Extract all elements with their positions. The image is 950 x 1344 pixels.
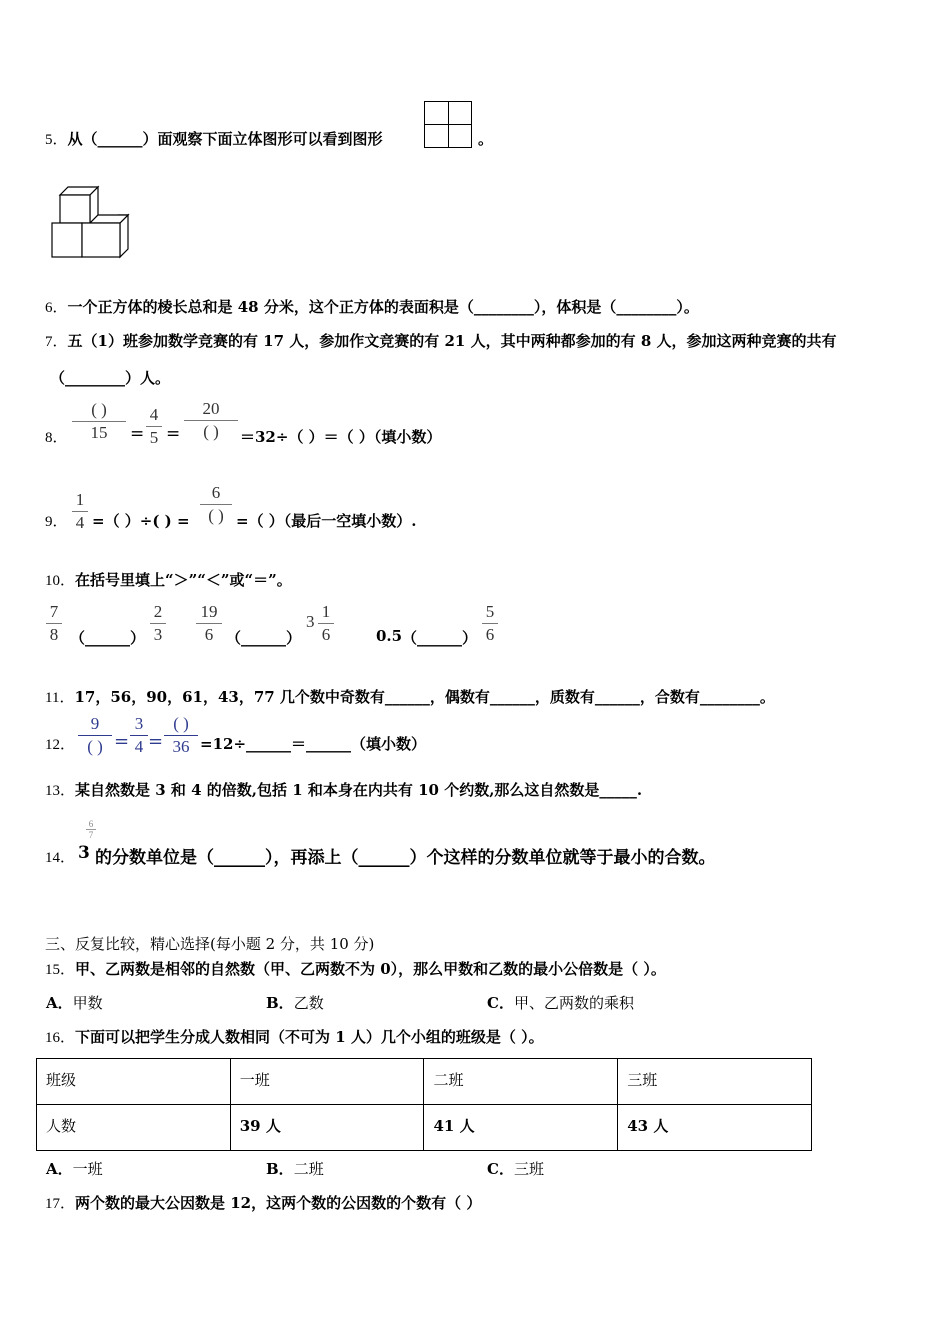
answer-blank[interactable]: （______） bbox=[226, 629, 302, 647]
question-text-line2: （________）人。 bbox=[50, 369, 171, 387]
option-a[interactable]: A．一班 bbox=[46, 1160, 103, 1178]
equals-sign: = bbox=[166, 424, 181, 444]
question-9-number: 9． bbox=[45, 514, 68, 530]
question-13 bbox=[45, 779, 642, 800]
question-number: 6． bbox=[45, 300, 68, 316]
question-text: 五（1）班参加数学竞赛的有 17 人，参加作文竞赛的有 21 人，其中两种都参加的有 8 人，参加这两种竞赛的共有 bbox=[67, 332, 837, 350]
question-7 bbox=[45, 330, 836, 351]
fraction: 1 6 bbox=[318, 602, 334, 645]
question-10 bbox=[45, 569, 292, 590]
question-text: 的分数单位是（______），再添上（______）个这样的分数单位就等于最小的合数。 bbox=[95, 848, 716, 868]
whole-number: 3 bbox=[78, 843, 90, 863]
question-text: 一个正方体的棱长总和是 48 分米，这个正方体的表面积是（________），体积是（________）。 bbox=[67, 298, 699, 316]
question-text: 下面可以把学生分成人数相同（不可为 1 人）几个小组的班级是（ ）。 bbox=[75, 1028, 544, 1046]
option-b[interactable]: B．乙数 bbox=[266, 994, 324, 1012]
question-12-number: 12． bbox=[45, 737, 76, 753]
option-a[interactable]: A．甲数 bbox=[46, 994, 103, 1012]
option-c[interactable]: C．三班 bbox=[487, 1160, 544, 1178]
question-number: 17． bbox=[45, 1196, 76, 1212]
question-8-number: 8． bbox=[45, 430, 68, 446]
table-cell: 43 人 bbox=[618, 1105, 812, 1151]
question-text: =（ ）（最后一空填小数）. bbox=[236, 512, 417, 530]
table-cell: 二班 bbox=[424, 1059, 618, 1105]
answer-blank[interactable]: （______） bbox=[70, 629, 146, 647]
question-number: 11． bbox=[45, 690, 75, 706]
table-cell: 班级 bbox=[37, 1059, 231, 1105]
fraction: ( ) 36 bbox=[164, 714, 198, 757]
question-5 bbox=[45, 128, 383, 149]
question-text: 甲、乙两数是相邻的自然数（甲、乙两数不为 0），那么甲数和乙数的最小公倍数是（ ）。 bbox=[75, 960, 666, 978]
cube-stack-figure bbox=[50, 185, 130, 261]
equals-sign: = bbox=[130, 424, 145, 444]
question-11 bbox=[45, 686, 775, 707]
fraction: 3 4 bbox=[130, 714, 148, 757]
equals-sign: = bbox=[148, 731, 164, 752]
fraction: 1 4 bbox=[72, 490, 88, 533]
table-cell: 三班 bbox=[618, 1059, 812, 1105]
fraction: 19 6 bbox=[196, 602, 222, 645]
question-number: 15． bbox=[45, 962, 76, 978]
fraction: 6 ( ) bbox=[200, 483, 232, 526]
equals-sign: = bbox=[114, 731, 130, 752]
option-c[interactable]: C．甲、乙两数的乘积 bbox=[487, 994, 634, 1012]
table-cell: 39 人 bbox=[230, 1105, 424, 1151]
fraction: 4 5 bbox=[146, 405, 162, 448]
fraction: 5 6 bbox=[482, 602, 498, 645]
decimal-value: 0.5 bbox=[376, 627, 403, 645]
fraction: 2 3 bbox=[150, 602, 166, 645]
fraction: 7 8 bbox=[46, 602, 62, 645]
table-cell: 一班 bbox=[230, 1059, 424, 1105]
question-text: 17，56，90，61，43，77 几个数中奇数有______，偶数有______，质数有______，合数有________。 bbox=[74, 688, 775, 706]
small-fraction: 6 7 bbox=[86, 819, 96, 840]
mixed-number-whole: 3 bbox=[306, 612, 315, 631]
table-cell: 41 人 bbox=[424, 1105, 618, 1151]
question-text: ＝32÷（ ）＝（ ）（填小数） bbox=[240, 428, 442, 446]
question-text: 从（______）面观察下面立体图形可以看到图形 bbox=[67, 130, 383, 148]
table-row bbox=[37, 1105, 812, 1151]
section-title: 三、反复比较，精心选择(每小题 2 分，共 10 分) bbox=[45, 935, 375, 953]
question-14-number: 14． bbox=[45, 850, 76, 866]
question-text: 两个数的最大公因数是 12，这两个数的公因数的个数有（ ） bbox=[75, 1194, 482, 1212]
table-cell: 人数 bbox=[37, 1105, 231, 1151]
question-15 bbox=[45, 958, 666, 979]
top-view-grid-figure bbox=[424, 101, 472, 148]
fraction: 9 ( ) bbox=[78, 714, 112, 757]
table-row bbox=[37, 1059, 812, 1105]
question-text-end: 。 bbox=[478, 130, 494, 148]
fraction: 20 ( ) bbox=[184, 399, 238, 442]
question-number: 7． bbox=[45, 334, 68, 350]
question-number: 16． bbox=[45, 1030, 76, 1046]
question-text: =（ ）÷( ) = bbox=[92, 512, 190, 530]
fraction: ( ) 15 bbox=[72, 400, 126, 443]
question-number: 13． bbox=[45, 783, 76, 799]
question-text: =12÷______＝______（填小数） bbox=[200, 735, 427, 753]
question-text: 某自然数是 3 和 4 的倍数,包括 1 和本身在内共有 10 个约数,那么这自然数是_____. bbox=[75, 781, 643, 799]
question-text: 在括号里填上“＞”“＜”或“＝”。 bbox=[75, 571, 292, 589]
answer-blank[interactable]: （______） bbox=[402, 629, 478, 647]
question-17 bbox=[45, 1192, 481, 1213]
question-number: 5． bbox=[45, 132, 68, 148]
class-size-table bbox=[36, 1058, 812, 1151]
option-b[interactable]: B．二班 bbox=[266, 1160, 324, 1178]
question-16 bbox=[45, 1026, 544, 1047]
question-number: 10． bbox=[45, 573, 76, 589]
question-6 bbox=[45, 296, 699, 317]
